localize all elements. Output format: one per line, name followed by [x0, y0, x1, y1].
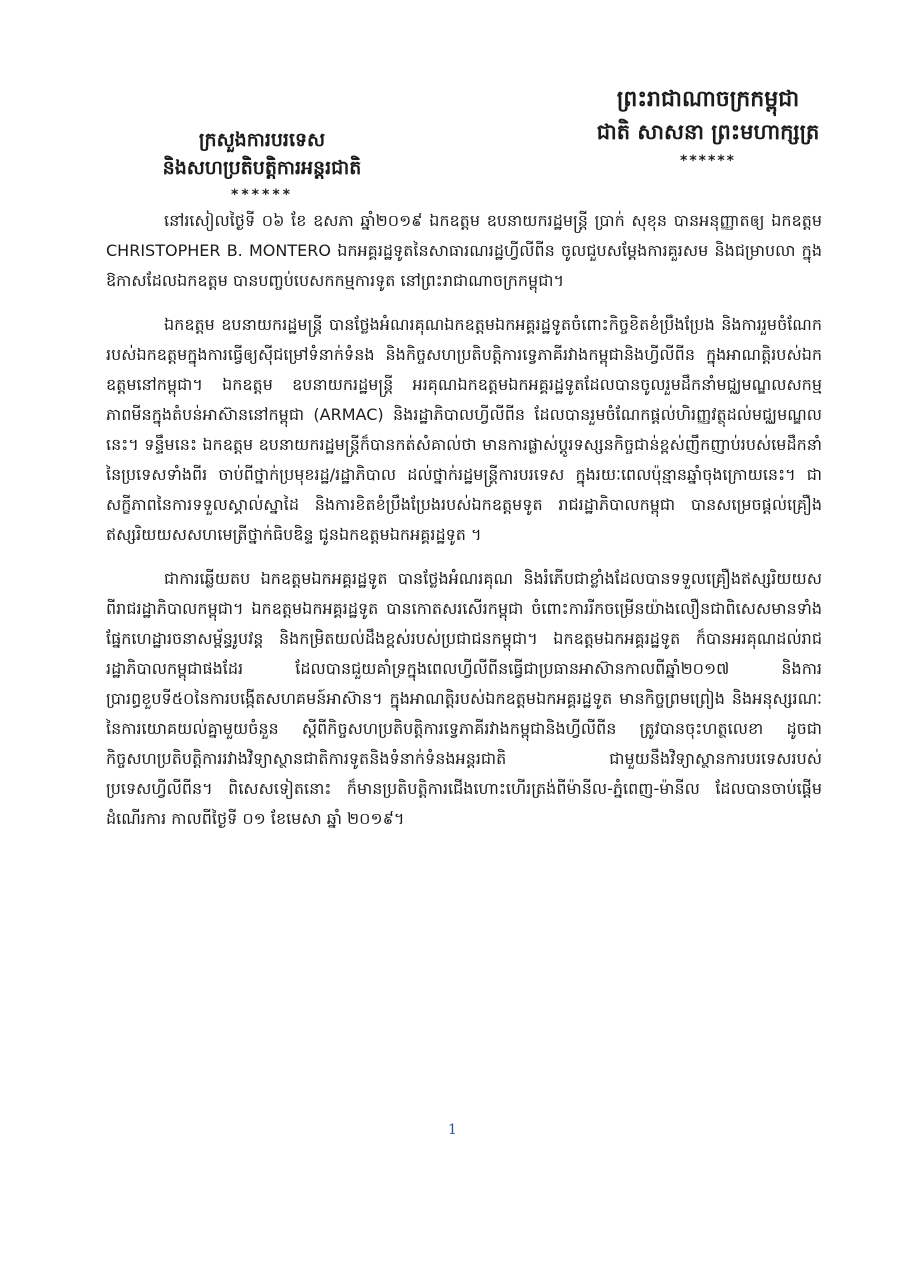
- kingdom-motto-block: [573, 84, 843, 170]
- ministry-name-line2: និងសហប្រតិបត្តិការអន្តរជាតិ: [162, 157, 362, 179]
- page-number: 1: [448, 1122, 457, 1138]
- ministry-block: [142, 126, 382, 204]
- ministry-separator: ******: [231, 187, 293, 203]
- kingdom-separator: ******: [680, 153, 736, 169]
- paragraph-3: ជាការឆ្លើយតប ឯកឧត្តមឯកអគ្គរដ្ឋទូត បានថ្លែងអំណរគុណ និងរំភើបជាខ្លាំងដែលបានទទួលគ្រឿងឥស្សរិយយស ពីរាជរដ្ឋាភិបាលកម្ពុជា។ ឯកឧត្តមឯកអគ្គរដ្ឋទូត បានកោតសរសើរកម្ពុជា ចំពោះការរីកចម្រើនយ៉ាងលឿនជាពិសេសមានទាំងផ្នែកហេដ្ឋារចនាសម្ព័ន្ធរូបវន្ត និងកម្រិតយល់ដឹងខ្ពស់របស់ប្រជាជនកម្ពុជា។ ឯកឧត្តមឯកអគ្គរដ្ឋទូត ក៏បានអរគុណដល់រាជរដ្ឋាភិបាលកម្ពុជាផងដែរ ដែលបានជួយគាំទ្រក្នុងពេលហ្វីលីពីនធ្វើជាប្រធានអាស៊ានកាលពីឆ្នាំ២០១៧ និងការប្រារព្ធខួបទី៥០នៃការបង្កើតសហគមន៍អាស៊ាន។ ក្នុងអាណត្តិរបស់ឯកឧត្តមឯកអគ្គរដ្ឋទូត មានកិច្ចព្រមព្រៀង និងអនុស្សរណៈនៃការយោគយល់គ្នាមួយចំនួន ស្តីពីកិច្ចសហប្រតិបត្តិការទ្វេភាគីរវាងកម្ពុជានិងហ្វីលីពីន ត្រូវបានចុះហត្ថលេខា ដូចជា កិច្ចសហប្រតិបត្តិការរវាងវិទ្យាស្ថានជាតិការទូតនិងទំនាក់ទំនងអន្តរជាតិ ជាមួយនឹងវិទ្យាស្ថានការបរទេសរបស់ប្រទេសហ្វីលីពីន។ ពិសេសទៀតនោះ ក៏មានប្រតិបត្តិការជើងហោះហើរត្រង់ពីម៉ានីល-ភ្នំពេញ-ម៉ានីល ដែលបានចាប់ផ្តើមដំណើរការ កាលពីថ្ងៃទី ០១ ខែមេសា ឆ្នាំ ២០១៩។: [106, 569, 822, 828]
- kingdom-title: ព្រះរាជាណាចក្រកម្ពុជា: [616, 87, 800, 112]
- paragraph-2: ឯកឧត្តម ឧបនាយករដ្ឋមន្ត្រី បានថ្លែងអំណរគុណឯកឧត្តមឯកអគ្គរដ្ឋទូតចំពោះកិច្ចខិតខំប្រឹងប្រែង និងការរួមចំណែករបស់ឯកឧត្តមក្នុងការធ្វើឲ្យស៊ីជម្រៅទំនាក់ទំនង និងកិច្ចសហប្រតិបត្តិការទ្វេភាគីរវាងកម្ពុជានិងហ្វីលីពីន ក្នុងអាណត្តិរបស់ឯកឧត្តមនៅកម្ពុជា។ ឯកឧត្តម ឧបនាយករដ្ឋមន្ត្រី អរគុណឯកឧត្តមឯកអគ្គរដ្ឋទូតដែលបានចូលរួមដឹកនាំមជ្ឈមណ្ឌលសកម្មភាពមីនក្នុងតំបន់អាស៊ាននៅកម្ពុជា (ARMAC) និងរដ្ឋាភិបាលហ្វីលីពីន ដែលបានរួមចំណែកផ្តល់ហិរញ្ញវត្ថុដល់មជ្ឈមណ្ឌលនេះ។ ទន្ទឹមនេះ ឯកឧត្តម ឧបនាយករដ្ឋមន្ត្រីក៏បានកត់សំគាល់ថា មានការផ្លាស់ប្តូរទស្សនកិច្ចជាន់ខ្ពស់ញឹកញាប់របស់មេដឹកនាំនៃប្រទេសទាំងពីរ ចាប់ពីថ្នាក់ប្រមុខរដ្ឋ/រដ្ឋាភិបាល ដល់ថ្នាក់រដ្ឋមន្ត្រីការបរទេស ក្នុងរយៈពេលប៉ុន្មានឆ្នាំចុងក្រោយនេះ។ ជាសក្ខីភាពនៃការទទួលស្គាល់ស្នាដៃ និងការខិតខំប្រឹងប្រែងរបស់ឯកឧត្តមទូត រាជរដ្ឋាភិបាលកម្ពុជា បានសម្រេចផ្តល់គ្រឿងឥស្សរិយយសសហមេត្រីថ្នាក់ធិបឌិន្ទ ជូនឯកឧត្តមឯកអគ្គរដ្ឋទូត ។: [106, 315, 822, 544]
- national-motto: ជាតិ សាសនា ព្រះមហាក្សត្រ: [596, 120, 820, 144]
- paragraph-1: នៅរសៀលថ្ងៃទី ០៦ ខែ ឧសភា ឆ្នាំ២០១៩ ឯកឧត្តម ឧបនាយករដ្ឋមន្ត្រី ប្រាក់ សុខុន បានអនុញ្ញាតឲ្យ ឯកឧត្តម CHRISTOPHER B. MONTERO ឯកអគ្គរដ្ឋទូតនៃសាធារណរដ្ឋហ្វីលីពីន ចូលជួបសម្តែងការគួរសម និងជម្រាបលា ក្នុងឱកាសដែលឯកឧត្តម បានបញ្ចប់បេសកកម្មការទូត នៅព្រះរាជាណាចក្រកម្ពុជា។: [106, 211, 822, 290]
- press-release-body: [106, 206, 822, 848]
- ministry-name-line1: ក្រសួងការបរទេស: [198, 129, 326, 151]
